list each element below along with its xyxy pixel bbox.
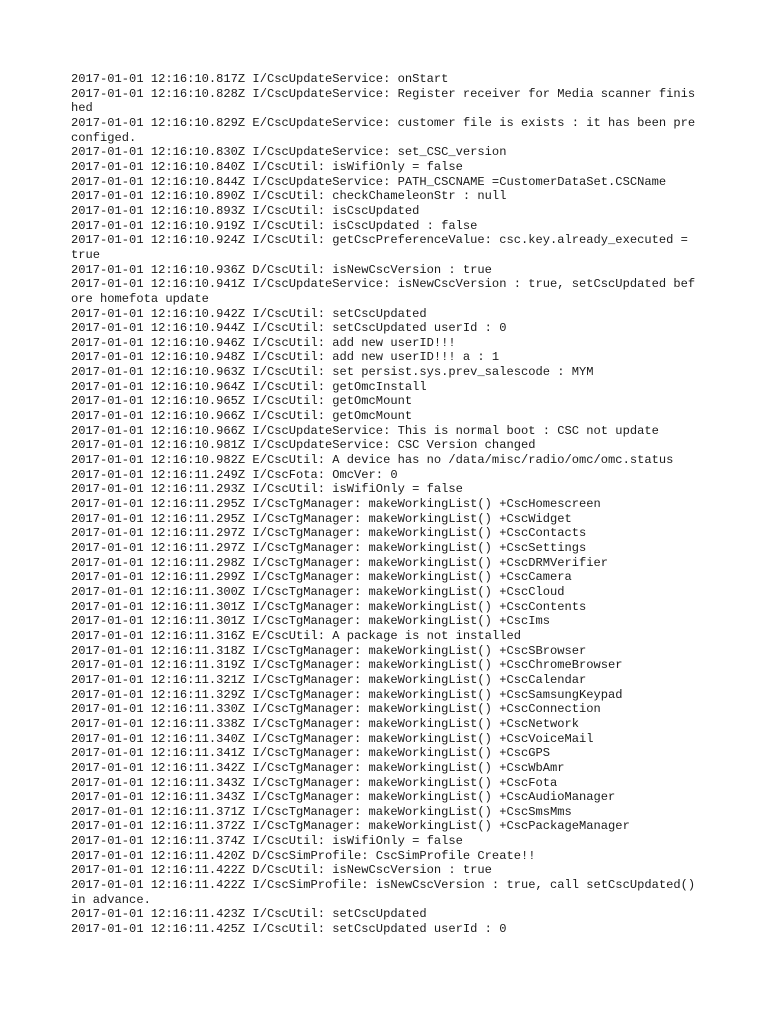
log-line: 2017-01-01 12:16:11.330Z I/CscTgManager: makeWorkingList() +CscConnection [71,702,601,717]
log-line: 2017-01-01 12:16:10.942Z I/CscUtil: setCscUpdated [71,306,427,321]
log-line: 2017-01-01 12:16:11.297Z I/CscTgManager: makeWorkingList() +CscSettings [71,541,587,555]
log-line: 2017-01-01 12:16:11.318Z I/CscTgManager: makeWorkingList() +CscSBrowser [71,643,587,658]
log-output [71,72,701,937]
log-line: 2017-01-01 12:16:10.948Z I/CscUtil: add new userID!!! a : 1 [71,350,500,365]
log-line: 2017-01-01 12:16:11.371Z I/CscTgManager: makeWorkingList() +CscSmsMms [71,804,572,819]
log-line: 2017-01-01 12:16:11.293Z I/CscUtil: isWifiOnly = false [71,482,463,497]
log-line: 2017-01-01 12:16:10.828Z I/CscUpdateService: Register receiver for Media scanner finished [71,86,696,116]
log-line: 2017-01-01 12:16:10.919Z I/CscUtil: isCscUpdated : false [71,218,478,233]
log-line: 2017-01-01 12:16:11.299Z I/CscTgManager: makeWorkingList() +CscCamera [71,570,572,585]
log-line: 2017-01-01 12:16:11.338Z I/CscTgManager: makeWorkingList() +CscNetwork [71,716,580,731]
log-line: 2017-01-01 12:16:10.963Z I/CscUtil: set persist.sys.prev_salescode : MYM [71,365,594,380]
log-line: 2017-01-01 12:16:11.316Z E/CscUtil: A package is not installed [71,628,521,643]
log-line: 2017-01-01 12:16:11.295Z I/CscTgManager: makeWorkingList() +CscWidget [71,511,572,526]
log-line: 2017-01-01 12:16:11.342Z I/CscTgManager: makeWorkingList() +CscWbAmr [71,760,565,775]
log-line: 2017-01-01 12:16:10.817Z I/CscUpdateService: onStart [71,72,449,86]
log-line: 2017-01-01 12:16:10.844Z I/CscUpdateService: PATH_CSCNAME =CustomerDataSet.CSCName [71,174,667,189]
log-line: 2017-01-01 12:16:11.300Z I/CscTgManager: makeWorkingList() +CscCloud [71,584,565,599]
log-line: 2017-01-01 12:16:11.298Z I/CscTgManager: makeWorkingList() +CscDRMVerifier [71,555,609,570]
log-line: 2017-01-01 12:16:11.425Z I/CscUtil: setCscUpdated userId : 0 [71,922,507,937]
log-line: 2017-01-01 12:16:11.343Z I/CscTgManager: makeWorkingList() +CscAudioManager [71,790,616,805]
log-line: 2017-01-01 12:16:11.423Z I/CscUtil: setCscUpdated [71,907,427,922]
log-line: 2017-01-01 12:16:10.840Z I/CscUtil: isWifiOnly = false [71,159,463,174]
log-line: 2017-01-01 12:16:11.340Z I/CscTgManager: makeWorkingList() +CscVoiceMail [71,731,594,746]
log-line: 2017-01-01 12:16:11.301Z I/CscTgManager: makeWorkingList() +CscContents [71,599,587,614]
log-line: 2017-01-01 12:16:11.422Z D/CscUtil: isNewCscVersion : true [71,863,492,878]
log-line: 2017-01-01 12:16:10.966Z I/CscUtil: getOmcMount [71,409,413,424]
log-line: 2017-01-01 12:16:11.295Z I/CscTgManager: makeWorkingList() +CscHomescreen [71,497,601,512]
log-line: 2017-01-01 12:16:11.420Z D/CscSimProfile: CscSimProfile Create!! [71,848,536,863]
log-line: 2017-01-01 12:16:11.249Z I/CscFota: OmcVer: 0 [71,467,398,482]
log-line: 2017-01-01 12:16:10.966Z I/CscUpdateService: This is normal boot : CSC not update [71,423,659,438]
log-line: 2017-01-01 12:16:10.946Z I/CscUtil: add new userID!!! [71,335,456,350]
log-line: 2017-01-01 12:16:10.981Z I/CscUpdateService: CSC Version changed [71,438,536,453]
log-line: 2017-01-01 12:16:10.893Z I/CscUtil: isCscUpdated [71,203,420,218]
log-line: 2017-01-01 12:16:11.329Z I/CscTgManager: makeWorkingList() +CscSamsungKeypad [71,687,623,702]
log-line: 2017-01-01 12:16:10.944Z I/CscUtil: setCscUpdated userId : 0 [71,321,507,336]
log-line: 2017-01-01 12:16:10.830Z I/CscUpdateService: set_CSC_version [71,145,507,160]
log-line: 2017-01-01 12:16:10.965Z I/CscUtil: getOmcMount [71,394,413,409]
log-line: 2017-01-01 12:16:11.321Z I/CscTgManager: makeWorkingList() +CscCalendar [71,672,587,687]
log-line: 2017-01-01 12:16:11.422Z I/CscSimProfile: isNewCscVersion : true, call setCscUpdated() in advance. [71,878,703,907]
log-line: 2017-01-01 12:16:10.829Z E/CscUpdateService: customer file is exists : it has been preconfiged. [71,115,696,145]
log-line: 2017-01-01 12:16:11.301Z I/CscTgManager: makeWorkingList() +CscIms [71,614,550,629]
log-line: 2017-01-01 12:16:10.941Z I/CscUpdateService: isNewCscVersion : true, setCscUpdated before homefota update [71,277,696,306]
log-line: 2017-01-01 12:16:11.341Z I/CscTgManager: makeWorkingList() +CscGPS [71,746,550,761]
log-line: 2017-01-01 12:16:10.936Z D/CscUtil: isNewCscVersion : true [71,262,492,277]
log-line: 2017-01-01 12:16:11.372Z I/CscTgManager: makeWorkingList() +CscPackageManager [71,819,630,834]
log-line: 2017-01-01 12:16:10.890Z I/CscUtil: checkChameleonStr : null [71,189,507,204]
log-line: 2017-01-01 12:16:10.982Z E/CscUtil: A device has no /data/misc/radio/omc/omc.status [71,453,674,468]
log-line: 2017-01-01 12:16:11.374Z I/CscUtil: isWifiOnly = false [71,834,463,849]
log-line: 2017-01-01 12:16:11.343Z I/CscTgManager: makeWorkingList() +CscFota [71,775,558,790]
log-line: 2017-01-01 12:16:11.319Z I/CscTgManager: makeWorkingList() +CscChromeBrowser [71,658,623,673]
log-line: 2017-01-01 12:16:10.924Z I/CscUtil: getCscPreferenceValue: csc.key.already_executed = true [71,233,696,262]
log-line: 2017-01-01 12:16:11.297Z I/CscTgManager: makeWorkingList() +CscContacts [71,526,587,541]
log-line: 2017-01-01 12:16:10.964Z I/CscUtil: getOmcInstall [71,379,427,394]
